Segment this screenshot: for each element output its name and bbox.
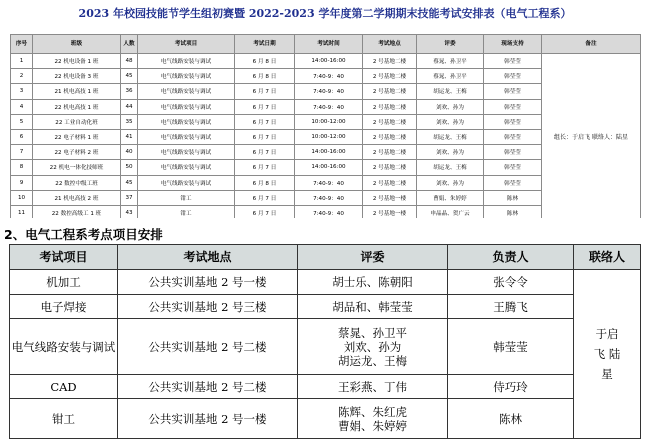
- location-cell: 公共实训基地 2 号三楼: [118, 295, 298, 319]
- judge-line: 胡品和、韩莹莹: [332, 299, 413, 314]
- table-cell: 44: [121, 99, 138, 114]
- leader-cell: 陈林: [448, 399, 574, 439]
- table-cell: 22 工业自动化班: [33, 114, 121, 129]
- table-cell: 6 月 7 日: [235, 145, 295, 160]
- table-cell: 6: [11, 129, 33, 144]
- column-header: 人数: [121, 35, 138, 54]
- table-cell: 电气线路安装与调试: [138, 54, 235, 69]
- table-cell: 7:40-9：40: [295, 175, 363, 190]
- table-cell: 2 号基地二楼: [363, 160, 417, 175]
- table-cell: 6 月 7 日: [235, 84, 295, 99]
- table-cell: 36: [121, 84, 138, 99]
- table-cell: 2 号基地二楼: [363, 69, 417, 84]
- table-cell: 7:40-9：40: [295, 69, 363, 84]
- table-row: [10, 375, 641, 399]
- leader-cell: 侍巧玲: [448, 375, 574, 399]
- table-cell: 22 机电一体化技师班: [33, 160, 121, 175]
- project-cell: CAD: [10, 375, 118, 399]
- column-header: 考试项目: [10, 245, 118, 270]
- table-cell: 刘欢、孙为: [417, 114, 484, 129]
- table-cell: 41: [121, 129, 138, 144]
- table-cell: 韩莹莹: [484, 84, 542, 99]
- location-cell: 公共实训基地 2 号一楼: [118, 270, 298, 295]
- table-cell: 韩莹莹: [484, 69, 542, 84]
- location-cell: 公共实训基地 2 号二楼: [118, 319, 298, 375]
- table-cell: 6 月 8 日: [235, 54, 295, 69]
- judges-cell: [298, 295, 448, 319]
- table-cell: 韩莹莹: [484, 160, 542, 175]
- table-cell: 陈林: [484, 205, 542, 220]
- table-cell: 电气线路安装与调试: [138, 99, 235, 114]
- table-row: [11, 54, 641, 69]
- table-cell: 7:40-9：40: [295, 205, 363, 220]
- table-cell: 10:00-12:00: [295, 114, 363, 129]
- table-cell: 48: [121, 54, 138, 69]
- table-cell: 韩莹莹: [484, 129, 542, 144]
- table-cell: 蔡晁、孙卫平: [417, 54, 484, 69]
- table-cell: 2 号基地二楼: [363, 175, 417, 190]
- judge-line: 蔡晁、孙卫平: [338, 325, 407, 340]
- table-cell: 电气线路安装与调试: [138, 129, 235, 144]
- table-cell: 45: [121, 175, 138, 190]
- page-title: 2023 年校园技能节学生组初赛暨 2022-2023 学年度第二学期期末技能考试安排表（电气工程系）: [78, 7, 572, 20]
- table-cell: 37: [121, 190, 138, 205]
- table-cell: 2 号基地二楼: [363, 54, 417, 69]
- judge-line: 王彩燕、丁伟: [338, 379, 407, 394]
- judges-cell: [298, 270, 448, 295]
- column-header: 考试项目: [138, 35, 235, 54]
- location-cell: 公共实训基地 2 号二楼: [118, 375, 298, 399]
- exam-schedule-table: [10, 34, 641, 221]
- table-cell: 胡运龙、王梅: [417, 160, 484, 175]
- table-cell: 胡运龙、王梅: [417, 84, 484, 99]
- project-cell: 电子焊接: [10, 295, 118, 319]
- table-cell: 2 号基地二楼: [363, 129, 417, 144]
- table-row: [10, 319, 641, 375]
- project-cell: 电气线路安装与调试: [10, 319, 118, 375]
- table-cell: 2 号基地二楼: [363, 114, 417, 129]
- table-cell: 11: [11, 205, 33, 220]
- table-cell: 电气线路安装与调试: [138, 69, 235, 84]
- column-header: 负责人: [448, 245, 574, 270]
- table-cell: 2 号基地二楼: [363, 84, 417, 99]
- table-cell: 21 机电高技 2 班: [33, 190, 121, 205]
- column-header: 现场支持: [484, 35, 542, 54]
- table-cell: 申晶晶、贺广云: [417, 205, 484, 220]
- judge-line: 陈辉、朱红虎: [338, 404, 407, 419]
- table-cell: 6 月 7 日: [235, 114, 295, 129]
- table-cell: 6 月 7 日: [235, 129, 295, 144]
- table-cell: 陈林: [484, 190, 542, 205]
- judges-cell: [298, 375, 448, 399]
- table-cell: 22 电子材料 2 班: [33, 145, 121, 160]
- table-cell: 6 月 7 日: [235, 160, 295, 175]
- table-cell: 1: [11, 54, 33, 69]
- table-cell: 刘欢、孙为: [417, 175, 484, 190]
- table-cell: 韩莹莹: [484, 114, 542, 129]
- table-row: [10, 295, 641, 319]
- table-cell: 韩莹莹: [484, 99, 542, 114]
- table-cell: 电气线路安装与调试: [138, 145, 235, 160]
- column-header: 考试日期: [235, 35, 295, 54]
- contact-cell: [574, 270, 641, 439]
- table-cell: 22 数控高级工 1 班: [33, 205, 121, 220]
- table-cell: 22 机电高技 1 班: [33, 99, 121, 114]
- contact-text: 于启飞 陆星: [593, 327, 621, 381]
- leader-cell: 王腾飞: [448, 295, 574, 319]
- table-cell: 2 号基地二楼: [363, 145, 417, 160]
- leader-cell: 张令令: [448, 270, 574, 295]
- table-cell: 21 机电高技 1 班: [33, 84, 121, 99]
- table-cell: 韩莹莹: [484, 54, 542, 69]
- column-header: 备注: [542, 35, 641, 54]
- column-header: 考试地点: [118, 245, 298, 270]
- page-break: [0, 218, 650, 222]
- site-header-row: [10, 245, 641, 270]
- table-cell: 45: [121, 69, 138, 84]
- project-cell: 钳工: [10, 399, 118, 439]
- table-cell: 35: [121, 114, 138, 129]
- column-header: 考试时间: [295, 35, 363, 54]
- table-cell: 10:00-12:00: [295, 129, 363, 144]
- column-header: 评委: [298, 245, 448, 270]
- table-cell: 7:40-9：40: [295, 190, 363, 205]
- table-cell: 9: [11, 175, 33, 190]
- column-header: 班级: [33, 35, 121, 54]
- table-cell: 14:00-16:00: [295, 145, 363, 160]
- table-cell: 8: [11, 160, 33, 175]
- table-cell: 7:40-9：40: [295, 99, 363, 114]
- column-header: 联络人: [574, 245, 641, 270]
- table-cell: 5: [11, 114, 33, 129]
- table-cell: 韩莹莹: [484, 145, 542, 160]
- judge-line: 曹娟、朱婷婷: [338, 418, 407, 433]
- table-cell: 胡运龙、王梅: [417, 129, 484, 144]
- table-cell: 6 月 7 日: [235, 190, 295, 205]
- schedule-header-row: [11, 35, 641, 54]
- judge-line: 胡运龙、王梅: [338, 353, 407, 368]
- table-cell: 7: [11, 145, 33, 160]
- table-cell: 10: [11, 190, 33, 205]
- table-cell: 22 机电设备 3 班: [33, 69, 121, 84]
- table-cell: 电气线路安装与调试: [138, 175, 235, 190]
- table-cell: 50: [121, 160, 138, 175]
- table-cell: 刘欢、孙为: [417, 99, 484, 114]
- table-cell: 6 月 7 日: [235, 205, 295, 220]
- table-cell: 2: [11, 69, 33, 84]
- table-cell: 钳工: [138, 205, 235, 220]
- judges-cell: [298, 319, 448, 375]
- table-cell: 43: [121, 205, 138, 220]
- table-cell: 电气线路安装与调试: [138, 114, 235, 129]
- table-cell: 曹娟、朱婷婷: [417, 190, 484, 205]
- table-cell: 钳工: [138, 190, 235, 205]
- table-cell: 蔡晁、孙卫平: [417, 69, 484, 84]
- judge-line: 胡士乐、陈朝阳: [332, 275, 413, 289]
- table-cell: 电气线路安装与调试: [138, 160, 235, 175]
- location-cell: 公共实训基地 2 号一楼: [118, 399, 298, 439]
- column-header: 考试地点: [363, 35, 417, 54]
- column-header: 评委: [417, 35, 484, 54]
- table-cell: 22 机电设备 1 班: [33, 54, 121, 69]
- table-cell: 4: [11, 99, 33, 114]
- section-heading: 2、电气工程系考点项目安排: [4, 227, 163, 242]
- column-header: 序号: [11, 35, 33, 54]
- table-cell: 6 月 8 日: [235, 175, 295, 190]
- exam-site-table: [9, 244, 641, 439]
- table-cell: 刘欢、孙为: [417, 145, 484, 160]
- table-cell: 韩莹莹: [484, 175, 542, 190]
- table-cell: 2 号基地二楼: [363, 99, 417, 114]
- table-cell: 7:40-9：40: [295, 84, 363, 99]
- table-cell: 14:00-16:00: [295, 160, 363, 175]
- table-cell: 22 电子材料 1 班: [33, 129, 121, 144]
- leader-cell: 韩莹莹: [448, 319, 574, 375]
- table-cell: 40: [121, 145, 138, 160]
- table-cell: 14:00-16:00: [295, 54, 363, 69]
- table-cell: 2 号基地一楼: [363, 190, 417, 205]
- judge-line: 刘欢、孙为: [343, 339, 402, 354]
- table-cell: 2 号基地一楼: [363, 205, 417, 220]
- contact-text: 组长：于启飞 联络人：陆星: [554, 133, 628, 141]
- table-cell: 6 月 8 日: [235, 69, 295, 84]
- table-cell: 电气线路安装与调试: [138, 84, 235, 99]
- remarks-cell: [542, 54, 641, 221]
- table-cell: 6 月 7 日: [235, 99, 295, 114]
- table-row: [10, 270, 641, 295]
- table-cell: 3: [11, 84, 33, 99]
- project-cell: 机加工: [10, 270, 118, 295]
- table-cell: 22 数控中级工班: [33, 175, 121, 190]
